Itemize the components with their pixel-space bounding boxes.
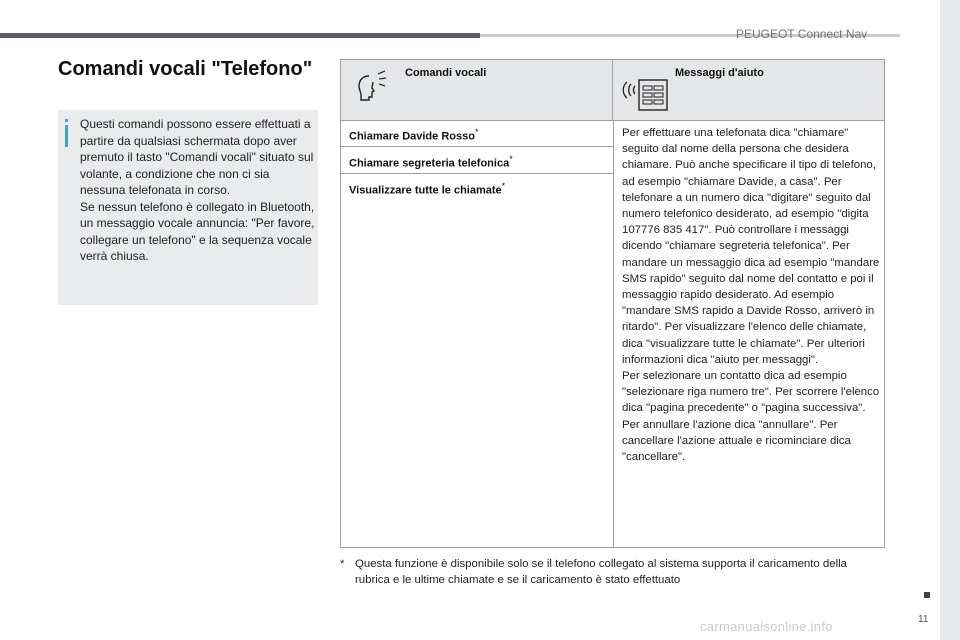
command-footnote-mark: * (501, 181, 506, 191)
brand-header: PEUGEOT Connect Nav (736, 27, 868, 41)
table-header-commands (341, 60, 613, 121)
command-item (341, 181, 613, 197)
table-header-commands-label: Comandi vocali (405, 67, 487, 79)
command-footnote-mark: * (509, 154, 513, 164)
table-header-help-label: Messaggi d'aiuto (675, 67, 764, 79)
command-item (341, 154, 613, 170)
page-number: 11 (918, 614, 929, 625)
command-item (341, 127, 613, 143)
top-rule-dark (0, 33, 480, 38)
command-label: Chiamare Davide Rosso (349, 130, 475, 143)
info-text: Questi comandi possono essere effettuati a partire da qualsiasi schermata dopo aver premuto il tasto "Comandi vocali" situato sul volante, a condizione che non ci sia nessuna telefonata in corso. Se nessun telefono è collegato in Bluetooth, un messaggio vocale annuncia: "Per favore, collegare un telefono" e la sequenza vocale verrà chiusa. (80, 117, 315, 263)
info-box (58, 110, 318, 305)
command-label: Visualizzare tutte le chiamate (349, 184, 502, 197)
command-footnote-mark: * (474, 127, 479, 137)
help-text: Per effettuare una telefonata dica "chiamare" seguito dal nome della persona che desidera chiamare. Può anche specificare il tipo di telefono, ad esempio "chiamare Davide, a casa". Per telefonare a un numero dica "digitare" seguito dal numero telefonico desiderato, ad esempio "digita 107776 835 417". Può controllare i messaggi dicendo "chiamare segreteria telefonica". Per mandare un messaggio dica ad esempio "mandare SMS rapido" seguito dal nome del contatto e poi il messaggio rapido desiderato. Ad esempio "mandare SMS rapido a Davide Rosso, arriverò in ritardo". Per visualizzare l'elenco delle chiamate, dica "visualizzare tutte le chiamate". Per ulteriori informazioni dica "aiuto per messaggi". Per selezionare un contatto dica ad esempio "selezionare riga numero tre". Per scorrere l'elenco dica "pagina precedente" o "pagina successiva". Per annullare l'azione dica "annullare". Per cancellare l'azione attuale e ricominciare dica "cancellare". (622, 127, 880, 464)
table-header-help (613, 60, 884, 121)
page-marker-square (924, 592, 930, 598)
row-divider (341, 173, 613, 174)
page-edge-strip (940, 0, 960, 640)
voice-commands-table (340, 59, 885, 548)
footnote-text: Questa funzione è disponibile solo se il telefono collegato al sistema supporta il caricamento della rubrica e le ultime chiamate e se il caricamento è stato effettuato (355, 558, 847, 586)
voice-command-icon (355, 70, 391, 104)
row-divider (341, 146, 613, 147)
footnote-mark: * (340, 558, 345, 570)
info-icon (65, 119, 68, 147)
command-label: Chiamare segreteria telefonica (349, 157, 510, 170)
page-title: Comandi vocali "Telefono" (58, 58, 313, 80)
column-divider (613, 121, 614, 547)
voice-help-keypad-icon (619, 70, 671, 112)
watermark: carmanualsonline.info (700, 619, 833, 634)
